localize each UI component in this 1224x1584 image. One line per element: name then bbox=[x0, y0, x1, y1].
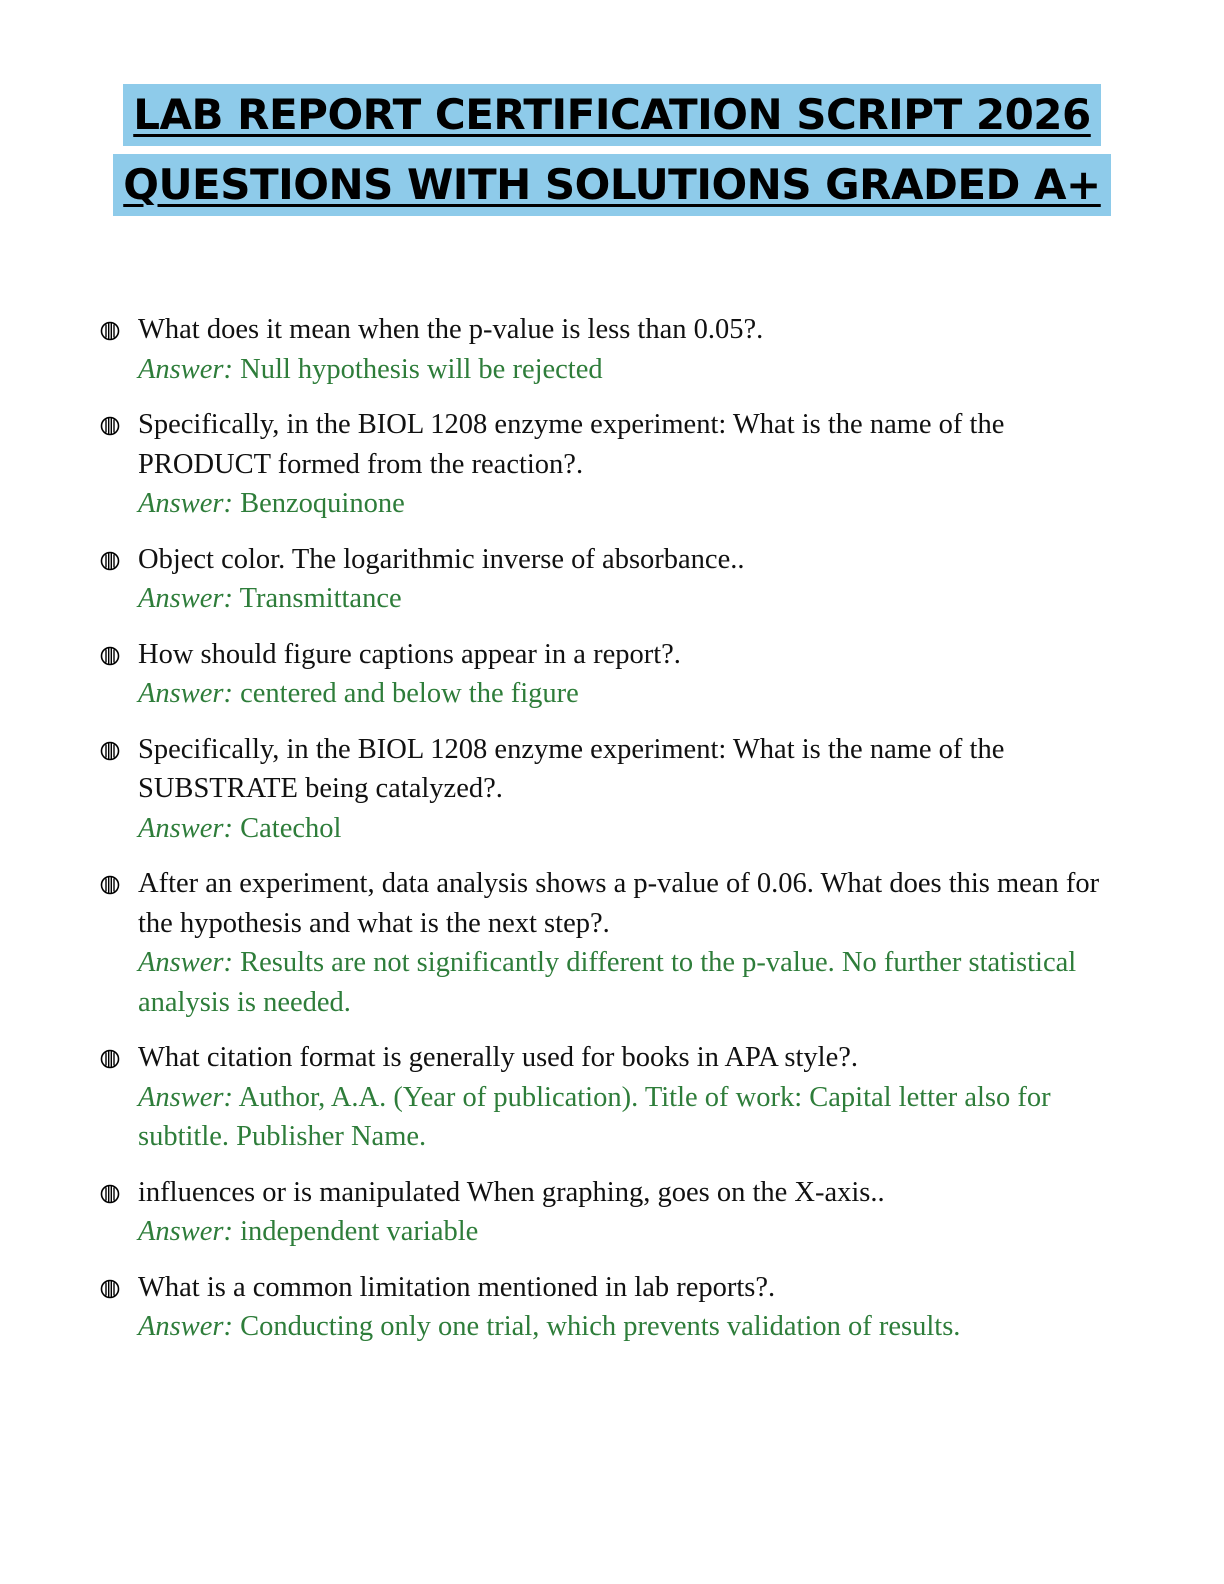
circled-vertical-lines-icon bbox=[100, 1049, 120, 1069]
question-text: After an experiment, data analysis shows a p-value of 0.06. What does this mean for the hypothesis and what is the next step?. bbox=[138, 868, 1100, 939]
circled-vertical-lines-icon bbox=[100, 1279, 120, 1299]
qa-item bbox=[96, 730, 1136, 849]
question-text: What citation format is generally used for books in APA style?. bbox=[138, 1042, 859, 1073]
circled-vertical-lines-icon bbox=[100, 551, 120, 571]
answer-label: Answer: bbox=[138, 353, 233, 385]
question-text: How should figure captions appear in a report?. bbox=[138, 638, 681, 670]
answer-label: Answer: bbox=[138, 488, 233, 519]
question-text: What is a common limitation mentioned in lab reports?. bbox=[138, 1271, 776, 1303]
answer-text bbox=[138, 1078, 1136, 1157]
circled-vertical-lines-icon bbox=[100, 741, 120, 761]
qa-item bbox=[96, 1173, 1136, 1252]
qa-item bbox=[96, 405, 1136, 524]
answer-label: Answer: bbox=[138, 947, 233, 978]
title-line-2: QUESTIONS WITH SOLUTIONS GRADED A+ bbox=[113, 154, 1111, 216]
answer-text bbox=[138, 579, 1136, 619]
answer-text bbox=[138, 484, 1136, 524]
question-text: What does it mean when the p-value is less than 0.05?. bbox=[138, 314, 764, 345]
question-text: influences or is manipulated When graphing, goes on the X-axis.. bbox=[138, 1176, 885, 1208]
answer-label: Answer: bbox=[138, 583, 233, 614]
answer-value: Null hypothesis will be rejected bbox=[240, 353, 603, 385]
answer-text bbox=[138, 943, 1136, 1022]
document-title bbox=[0, 84, 1224, 216]
answer-text bbox=[138, 674, 1136, 714]
answer-label: Answer: bbox=[138, 1216, 233, 1247]
answer-text bbox=[138, 809, 1136, 849]
answer-label: Answer: bbox=[138, 678, 233, 709]
title-line-1: LAB REPORT CERTIFICATION SCRIPT 2026 bbox=[123, 84, 1101, 146]
circled-vertical-lines-icon bbox=[100, 416, 120, 436]
question-answer-list bbox=[96, 310, 1136, 1363]
answer-value: Transmittance bbox=[239, 583, 402, 614]
answer-label: Answer: bbox=[138, 1311, 233, 1342]
answer-text bbox=[138, 1212, 1136, 1252]
qa-item bbox=[96, 635, 1136, 714]
qa-item bbox=[96, 1038, 1136, 1157]
answer-value: Results are not significantly different to the p-value. No further statistical analysis is needed. bbox=[138, 947, 1077, 1018]
qa-item bbox=[96, 1268, 1136, 1347]
answer-text bbox=[138, 350, 1136, 390]
qa-item bbox=[96, 864, 1136, 1022]
question-text: Specifically, in the BIOL 1208 enzyme experiment: What is the name of the PRODUCT formed from the reaction?. bbox=[138, 409, 1005, 480]
answer-value: Author, A.A. (Year of publication). Title of work: Capital letter also for subtitle. Publisher Name. bbox=[138, 1081, 1051, 1152]
qa-item bbox=[96, 540, 1136, 619]
answer-value: independent variable bbox=[240, 1216, 479, 1247]
answer-value: Conducting only one trial, which prevents validation of results. bbox=[240, 1311, 961, 1342]
question-text: Specifically, in the BIOL 1208 enzyme experiment: What is the name of the SUBSTRATE being catalyzed?. bbox=[138, 733, 1005, 804]
circled-vertical-lines-icon bbox=[100, 1184, 120, 1204]
qa-item bbox=[96, 310, 1136, 389]
circled-vertical-lines-icon bbox=[100, 646, 120, 666]
answer-value: Benzoquinone bbox=[240, 488, 405, 519]
answer-text bbox=[138, 1307, 1136, 1347]
answer-value: centered and below the figure bbox=[240, 678, 579, 709]
circled-vertical-lines-icon bbox=[100, 875, 120, 895]
answer-value: Catechol bbox=[240, 812, 342, 844]
answer-label: Answer: bbox=[138, 1081, 233, 1113]
circled-vertical-lines-icon bbox=[100, 321, 120, 341]
question-text: Object color. The logarithmic inverse of absorbance.. bbox=[138, 543, 745, 575]
answer-label: Answer: bbox=[138, 812, 233, 844]
